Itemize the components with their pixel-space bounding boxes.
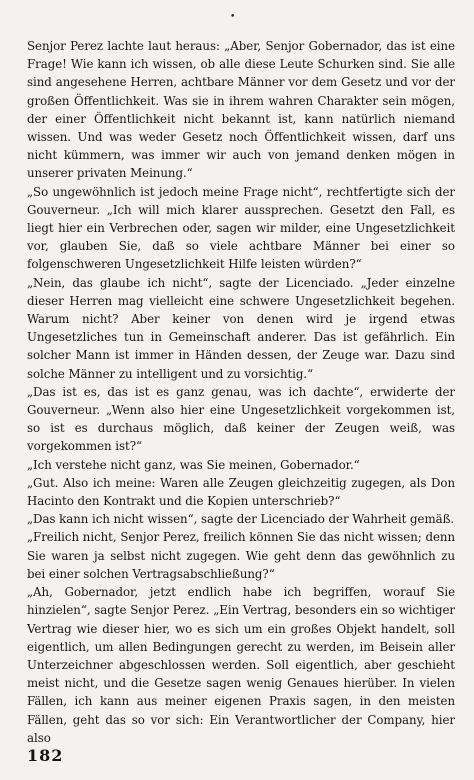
paragraph-8: „Freilich nicht, Senjor Perez, freilich können Sie das nicht wissen; denn Sie waren ja selbst nicht zugegen. Wie geht denn das gewöhnlich zu bei einer solchen Vertragsabschließung?“: [27, 530, 455, 581]
paragraph-6: „Gut. Also ich meine: Waren alle Zeugen gleichzeitig zugegen, als Don Hacinto den Kontrakt und die Kopien unterschrieb?“: [27, 475, 455, 509]
body-text: [27, 37, 455, 747]
paragraph-4: „Das ist es, das ist es ganz genau, was ich dachte“, erwiderte der Gouverneur. „Wenn also hier eine Ungesetzlichkeit vorgekommen ist, so ist es durchaus möglich, daß keiner der Zeugen weiß, was vorgekommen ist?“: [27, 384, 455, 454]
paragraph-5: „Ich verstehe nicht ganz, was Sie meinen, Gobernador.“: [27, 457, 360, 472]
paragraph-7: „Das kann ich nicht wissen“, sagte der Licenciado der Wahrheit gemäß.: [27, 512, 455, 527]
page-number: 182: [27, 746, 64, 765]
paragraph-3: „Nein, das glaube ich nicht“, sagte der Licenciado. „Jeder einzelne dieser Herren mag vielleicht eine schwere Ungesetzlichkeit begehen. Warum nicht? Aber keiner von denen wird je irgend etwas Ungesetzliches tun in Gemeinschaft anderer. Das ist gefährlich. Ein solcher Mann ist immer in Händen dessen, der Zeuge war. Dazu sind solche Männer zu intelligent und zu vorsichtig.“: [27, 275, 455, 381]
header-mark: •: [230, 12, 236, 22]
paragraph-9: „Ah, Gobernador, jetzt endlich habe ich begriffen, worauf Sie hinzielen“, sagte Senjor Perez. „Ein Vertrag, besonders ein so wichtiger Vertrag wie dieser hier, wo es sich um ein großes Objekt handelt, soll eigentlich, um allen Bedingungen gerecht zu werden, im Beisein aller Unterzeichner abgeschlossen werden. Soll eigentlich, aber geschieht meist nicht, und die Gesetze sagen wenig Genaues hierüber. In vielen Fällen, ich kann aus meiner eigenen Praxis sagen, in den meisten Fällen, geht das so vor sich: Ein Verantwortlicher der Company, hier also: [27, 585, 455, 745]
paragraph-2: „So ungewöhnlich ist jedoch meine Frage nicht“, rechtfertigte sich der Gouverneur. „Ich will mich klarer aussprechen. Gesetzt den Fall, es liegt hier ein Verbrechen oder, sagen wir milder, eine Ungesetzlichkeit vor, glauben Sie, daß so viele achtbare Männer bei einer so folgenschweren Ungesetzlichkeit Hilfe leisten würden?“: [27, 184, 455, 272]
paragraph-1: Senjor Perez lachte laut heraus: „Aber, Senjor Gobernador, das ist eine Frage! Wie kann ich wissen, ob alle diese Leute Schurken sind. Sie alle sind angesehene Herren, achtbare Männer vor dem Gesetz und vor der großen Öffentlichkeit. Was sie in ihrem wahren Charakter sein mögen, der einer Öffentlichkeit nicht bekannt ist, kann natürlich niemand wissen. Und was weder Gesetz noch Öffentlichkeit wissen, darf uns nicht kümmern, was immer wir auch von jemand denken mögen in unserer privaten Meinung.“: [27, 39, 455, 181]
